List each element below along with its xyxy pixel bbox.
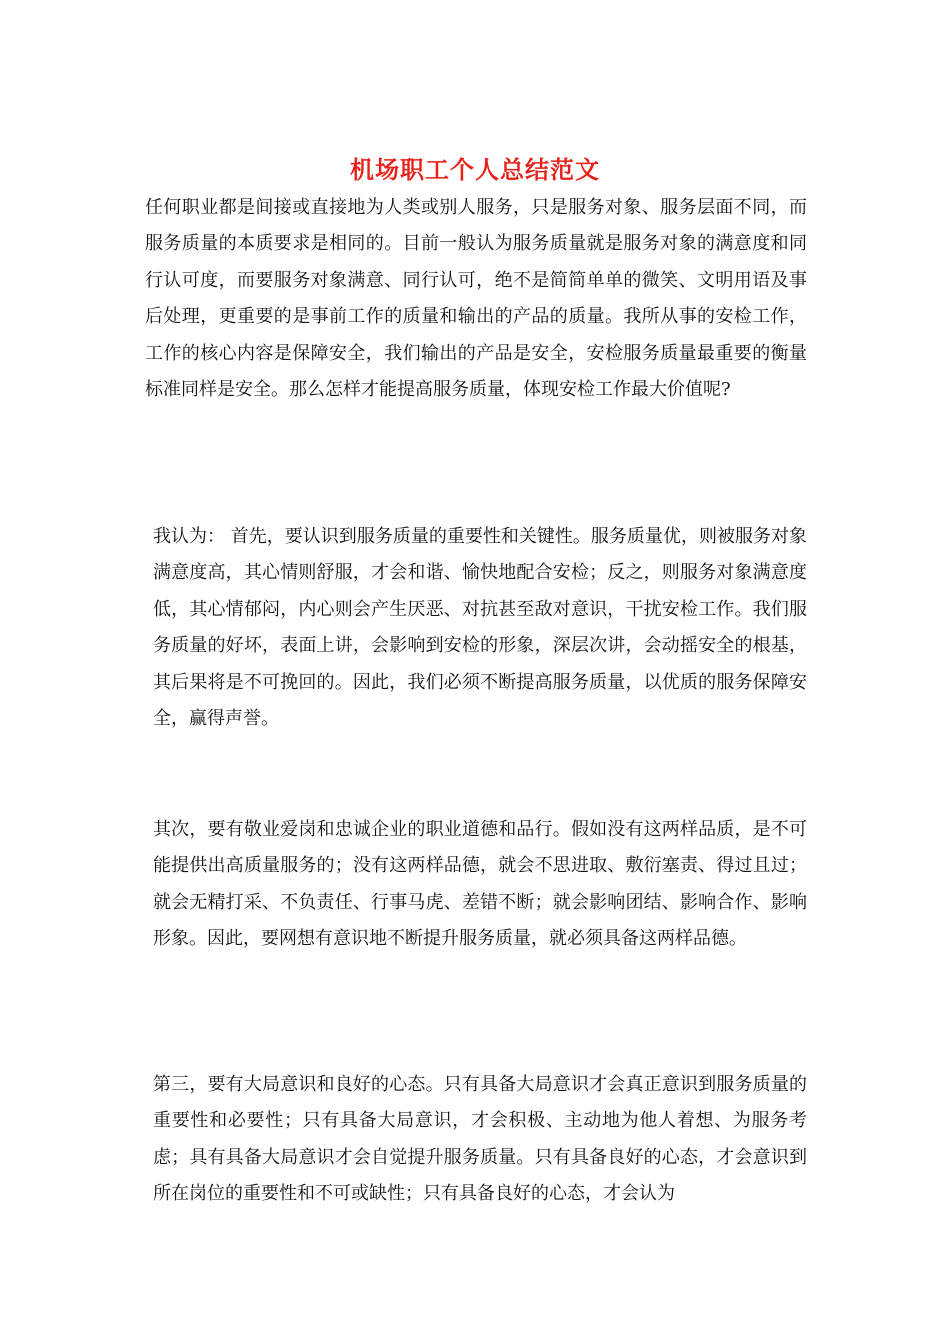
- paragraph-3: 其次，要有敬业爱岗和忠诚企业的职业道德和品行。假如没有这两样品质，是不可能提供出高质量服务的；没有这两样品德，就会不思进取、敷衍塞责、得过且过；就会无精打采、不负责任、行事马虎、差错不断；就会影响团结、影响合作、影响形象。因此，要网想有意识地不断提升服务质量，就必须具备这两样品德。: [153, 819, 807, 950]
- paragraph-2: 我认为： 首先，要认识到服务质量的重要性和关键性。服务质量优，则被服务对象满意度高，其心情则舒服，才会和谐、愉快地配合安检；反之，则服务对象满意度低，其心情郁闷，内心则会产生厌恶、对抗甚至敌对意识，干扰安检工作。我们服务质量的好坏，表面上讲，会影响到安检的形象，深层次讲，会动摇安全的根基，其后果将是不可挽回的。因此，我们必须不断提高服务质量，以优质的服务保障安全，赢得声誉。: [153, 526, 807, 730]
- paragraph-1-block: [145, 190, 807, 408]
- document-title: 机场职工个人总结范文: [350, 155, 600, 184]
- paragraph-4: 第三，要有大局意识和良好的心态。只有具备大局意识才会真正意识到服务质量的重要性和必要性；只有具备大局意识，才会积极、主动地为他人着想、为服务考虑；具有具备大局意识才会自觉提升服务质量。只有具备良好的心态，才会意识到所在岗位的重要性和不可或缺性；只有具备良好的心态，才会认为: [153, 1074, 807, 1205]
- paragraph-1: 任何职业都是间接或直接地为人类或别人服务，只是服务对象、服务层面不同，而服务质量的本质要求是相同的。目前一般认为服务质量就是服务对象的满意度和同行认可度，而要服务对象满意、同行认可，绝不是简简单单的微笑、文明用语及事后处理，更重要的是事前工作的质量和输出的产品的质量。我所从事的安检工作，工作的核心内容是保障安全，我们输出的产品是安全，安检服务质量最重要的衡量标准同样是安全。那么怎样才能提高服务质量，体现安检工作最大价值呢?: [145, 197, 807, 401]
- paragraph-3-block: [145, 812, 807, 958]
- paragraph-2-block: [145, 519, 807, 737]
- paragraph-4-block: [145, 1067, 807, 1213]
